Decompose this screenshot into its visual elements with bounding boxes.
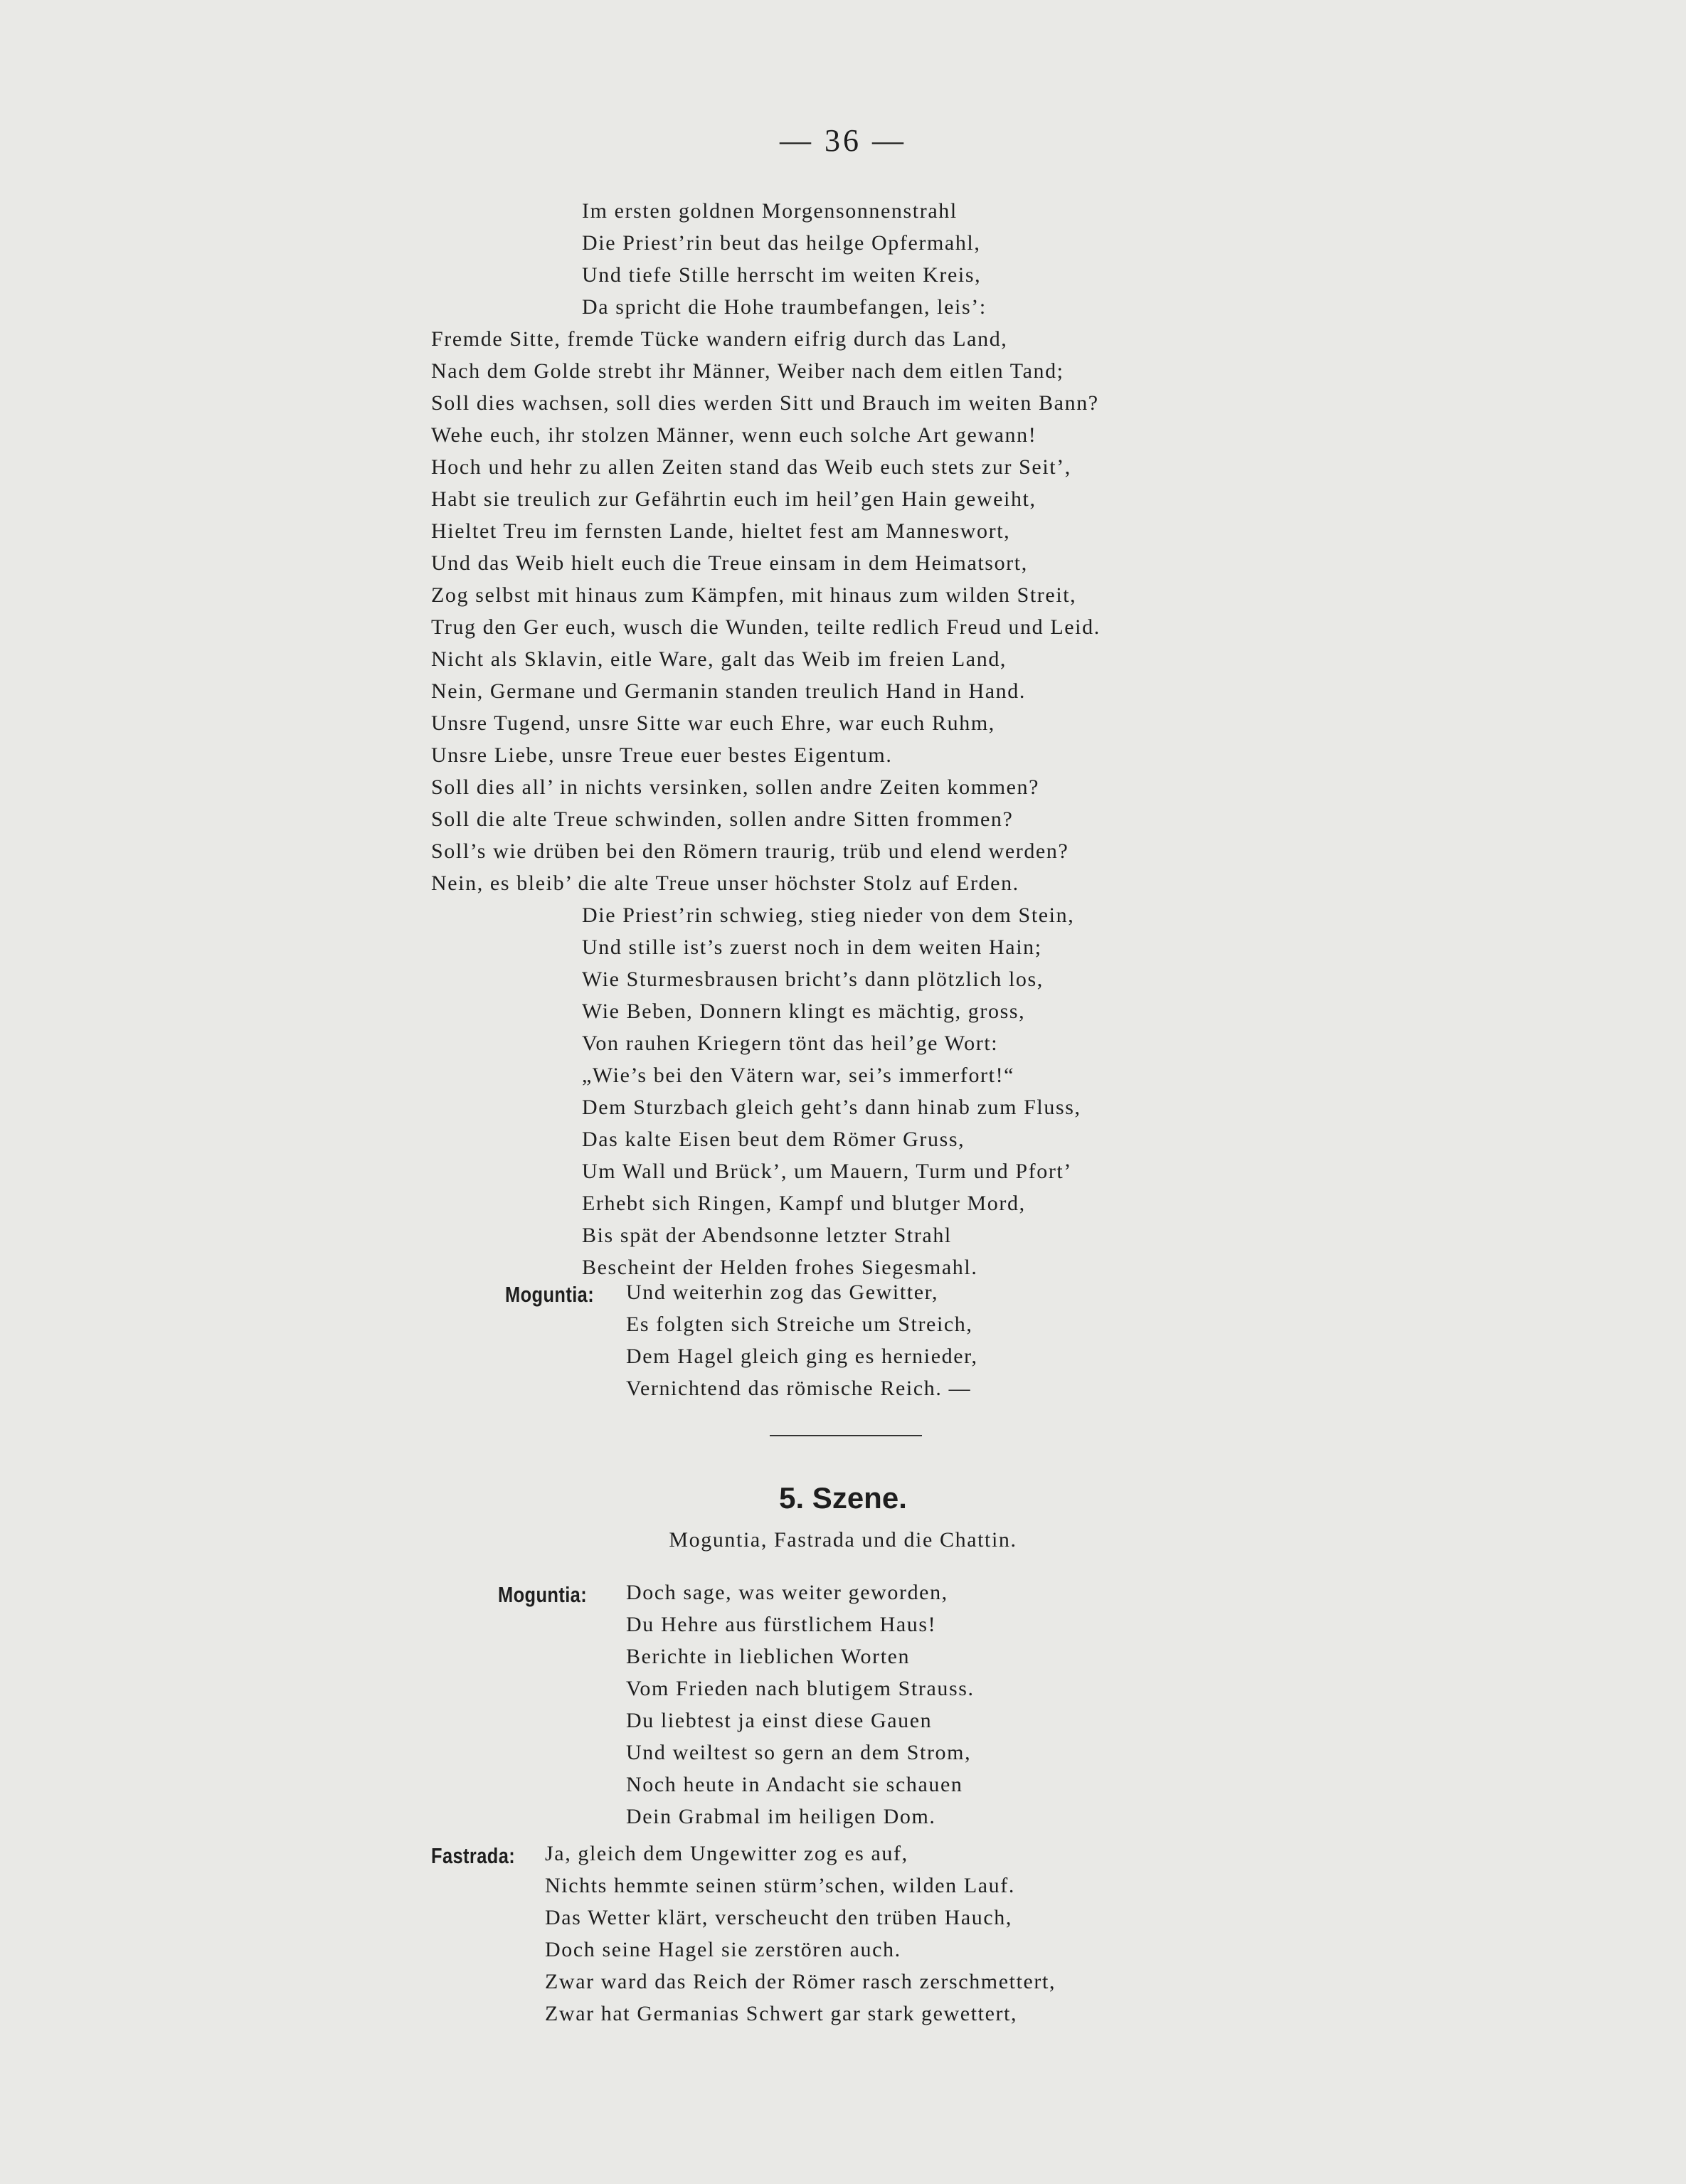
- section-divider: [770, 1435, 922, 1436]
- speaker-name: Moguntia:: [505, 1282, 595, 1307]
- dialogue-line: Doch sage, was weiter geworden,: [626, 1581, 948, 1604]
- verse-block-intro: [582, 195, 987, 323]
- verse-line: Die Priest’rin schwieg, stieg nieder von dem Stein,: [582, 903, 1075, 927]
- verse-line: Nein, es bleib’ die alte Treue unser höchster Stolz auf Erden.: [431, 871, 1019, 895]
- dialogue-block: [626, 1576, 975, 1833]
- verse-line: Zog selbst mit hinaus zum Kämpfen, mit hinaus zum wilden Streit,: [431, 583, 1077, 607]
- verse-line: Soll die alte Treue schwinden, sollen andre Sitten frommen?: [431, 807, 1014, 831]
- verse-block-speech: [431, 323, 1101, 899]
- dialogue-line: Und weiltest so gern an dem Strom,: [626, 1741, 972, 1764]
- dialogue-line: Doch seine Hagel sie zerstören auch.: [545, 1938, 901, 1961]
- dialogue-line: Dein Grabmal im heiligen Dom.: [626, 1805, 936, 1828]
- verse-line: Nicht als Sklavin, eitle Ware, galt das Weib im freien Land,: [431, 647, 1007, 671]
- verse-line: Und tiefe Stille herrscht im weiten Kreis,: [582, 263, 982, 287]
- verse-line: Um Wall und Brück’, um Mauern, Turm und Pfort’: [582, 1160, 1072, 1183]
- scene-cast: Moguntia, Fastrada und die Chattin.: [669, 1528, 1017, 1552]
- verse-line: Soll dies wachsen, soll dies werden Sitt und Brauch im weiten Bann?: [431, 391, 1099, 415]
- dialogue-block: [626, 1276, 978, 1404]
- speaker-name: Fastrada:: [431, 1843, 516, 1868]
- verse-line: Bis spät der Abendsonne letzter Strahl: [582, 1224, 952, 1247]
- dialogue-line: Ja, gleich dem Ungewitter zog es auf,: [545, 1842, 908, 1865]
- scene-heading: 5. Szene.: [779, 1481, 907, 1515]
- verse-line: Wie Beben, Donnern klingt es mächtig, gross,: [582, 1000, 1026, 1023]
- verse-line: Im ersten goldnen Morgensonnenstrahl: [582, 199, 958, 223]
- verse-line: Unsre Liebe, unsre Treue euer bestes Eigentum.: [431, 743, 893, 767]
- dialogue-line: Vernichtend das römische Reich. —: [626, 1377, 972, 1400]
- verse-line: Von rauhen Kriegern tönt das heil’ge Wort:: [582, 1032, 999, 1055]
- verse-line: Und das Weib hielt euch die Treue einsam in dem Heimatsort,: [431, 551, 1028, 575]
- page-number: — 36 —: [780, 123, 906, 158]
- verse-line: Wehe euch, ihr stolzen Männer, wenn euch solche Art gewann!: [431, 423, 1037, 447]
- verse-line: Da spricht die Hohe traumbefangen, leis’:: [582, 295, 987, 319]
- verse-line: Soll’s wie drüben bei den Römern traurig, trüb und elend werden?: [431, 839, 1069, 863]
- dialogue-line: Vom Frieden nach blutigem Strauss.: [626, 1677, 975, 1700]
- dialogue-line: Du liebtest ja einst diese Gauen: [626, 1709, 933, 1732]
- verse-line: Und stille ist’s zuerst noch in dem weiten Hain;: [582, 935, 1042, 959]
- dialogue-line: Und weiterhin zog das Gewitter,: [626, 1281, 939, 1304]
- verse-line: Nach dem Golde strebt ihr Männer, Weiber nach dem eitlen Tand;: [431, 359, 1064, 383]
- dialogue-line: Noch heute in Andacht sie schauen: [626, 1773, 963, 1796]
- dialogue-line: Zwar ward das Reich der Römer rasch zerschmettert,: [545, 1970, 1056, 1993]
- verse-line: Nein, Germane und Germanin standen treulich Hand in Hand.: [431, 679, 1026, 703]
- verse-block-narrative: [582, 899, 1081, 1283]
- verse-line: Habt sie treulich zur Gefährtin euch im heil’gen Hain geweiht,: [431, 487, 1036, 511]
- dialogue-line: Du Hehre aus fürstlichem Haus!: [626, 1613, 937, 1636]
- dialogue-line: Nichts hemmte seinen stürm’schen, wilden Lauf.: [545, 1874, 1015, 1897]
- dialogue-block: [545, 1838, 1056, 2030]
- verse-line: Unsre Tugend, unsre Sitte war euch Ehre, war euch Ruhm,: [431, 711, 995, 735]
- dialogue-line: Das Wetter klärt, verscheucht den trüben Hauch,: [545, 1906, 1013, 1929]
- verse-line: Hieltet Treu im fernsten Lande, hieltet fest am Manneswort,: [431, 519, 1011, 543]
- verse-line: Fremde Sitte, fremde Tücke wandern eifrig durch das Land,: [431, 327, 1008, 351]
- dialogue-line: Zwar hat Germanias Schwert gar stark gewettert,: [545, 2002, 1018, 2025]
- verse-line: Hoch und hehr zu allen Zeiten stand das Weib euch stets zur Seit’,: [431, 455, 1071, 479]
- dialogue-line: Berichte in lieblichen Worten: [626, 1645, 911, 1668]
- speaker-name: Moguntia:: [498, 1582, 588, 1607]
- verse-line: Trug den Ger euch, wusch die Wunden, teilte redlich Freud und Leid.: [431, 615, 1101, 639]
- dialogue-line: Es folgten sich Streiche um Streich,: [626, 1313, 973, 1336]
- verse-line: Wie Sturmesbrausen bricht’s dann plötzlich los,: [582, 968, 1044, 991]
- dialogue-line: Dem Hagel gleich ging es hernieder,: [626, 1345, 978, 1368]
- verse-line: Erhebt sich Ringen, Kampf und blutger Mord,: [582, 1192, 1026, 1215]
- verse-line: Dem Sturzbach gleich geht’s dann hinab zum Fluss,: [582, 1096, 1081, 1119]
- verse-line: Soll dies all’ in nichts versinken, sollen andre Zeiten kommen?: [431, 775, 1040, 799]
- verse-line: „Wie’s bei den Vätern war, sei’s immerfort!“: [582, 1064, 1015, 1087]
- verse-line: Bescheint der Helden frohes Siegesmahl.: [582, 1256, 978, 1279]
- verse-line: Das kalte Eisen beut dem Römer Gruss,: [582, 1128, 965, 1151]
- verse-line: Die Priest’rin beut das heilge Opfermahl,: [582, 231, 981, 255]
